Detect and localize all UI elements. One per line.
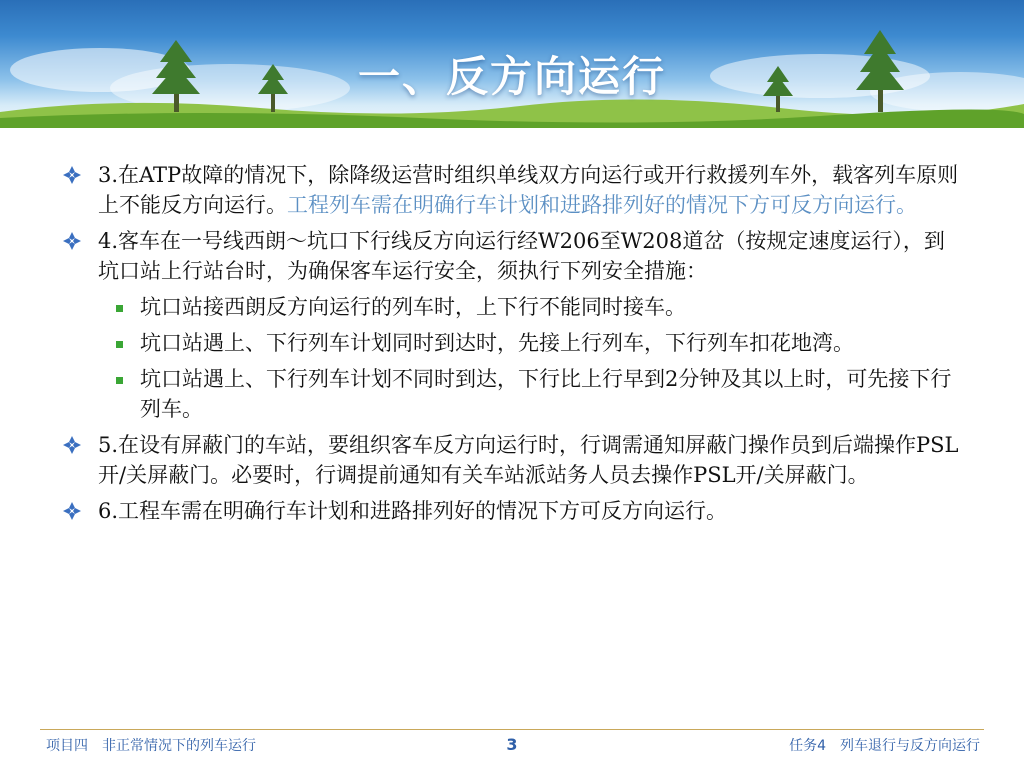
list-item bbox=[62, 430, 962, 490]
item-text: 3.在ATP故障的情况下，除降级运营时组织单线双方向运行或开行救援列车外，载客列车原则上不能反方向运行。 bbox=[98, 163, 959, 217]
square-bullet-icon bbox=[116, 341, 123, 348]
item-text: 6.工程车需在明确行车计划和进路排列好的情况下方可反方向运行。 bbox=[98, 499, 728, 523]
footer-project-label: 项目四 非正常情况下的列车运行 bbox=[46, 738, 256, 754]
item-highlight-text: 工程列车需在明确行车计划和进路排列好的情况下方可反方向运行。 bbox=[287, 193, 917, 217]
sub-list-item bbox=[110, 364, 962, 424]
item-text: 5.在设有屏蔽门的车站，要组织客车反方向运行时，行调需通知屏蔽门操作员到后端操作PSL开/关屏蔽门。必要时，行调提前通知有关车站派站务人员去操作PSL开/关屏蔽门。 bbox=[98, 433, 959, 487]
sub-item-text: 坑口站遇上、下行列车计划不同时到达，下行比上行早到2分钟及其以上时，可先接下行列车。 bbox=[140, 367, 952, 421]
sub-item-text: 坑口站接西朗反方向运行的列车时，上下行不能同时接车。 bbox=[140, 295, 686, 319]
footer-task-label: 任务4 列车退行与反方向运行 bbox=[789, 738, 980, 754]
slide-header-banner bbox=[0, 0, 1024, 128]
list-item bbox=[62, 160, 962, 220]
slide-body bbox=[62, 160, 962, 532]
square-bullet-icon bbox=[116, 305, 123, 312]
item-text: 4.客车在一号线西朗～坑口下行线反方向运行经W206至W208道岔（按规定速度运行），到坑口站上行站台时，为确保客车运行安全，须执行下列安全措施： bbox=[98, 229, 945, 283]
diamond-bullet-icon bbox=[62, 435, 82, 455]
list-item bbox=[62, 496, 962, 526]
slide-title: 一、反方向运行 bbox=[357, 52, 666, 101]
diamond-bullet-icon bbox=[62, 231, 82, 251]
footer-divider bbox=[40, 729, 984, 730]
list-item bbox=[62, 226, 962, 286]
square-bullet-icon bbox=[116, 377, 123, 384]
diamond-bullet-icon bbox=[62, 501, 82, 521]
sub-item-text: 坑口站遇上、下行列车计划同时到达时，先接上行列车，下行列车扣花地湾。 bbox=[140, 331, 854, 355]
sub-list-item bbox=[110, 328, 962, 358]
diamond-bullet-icon bbox=[62, 165, 82, 185]
sub-list-item bbox=[110, 292, 962, 322]
page-number: 3 bbox=[506, 735, 518, 754]
